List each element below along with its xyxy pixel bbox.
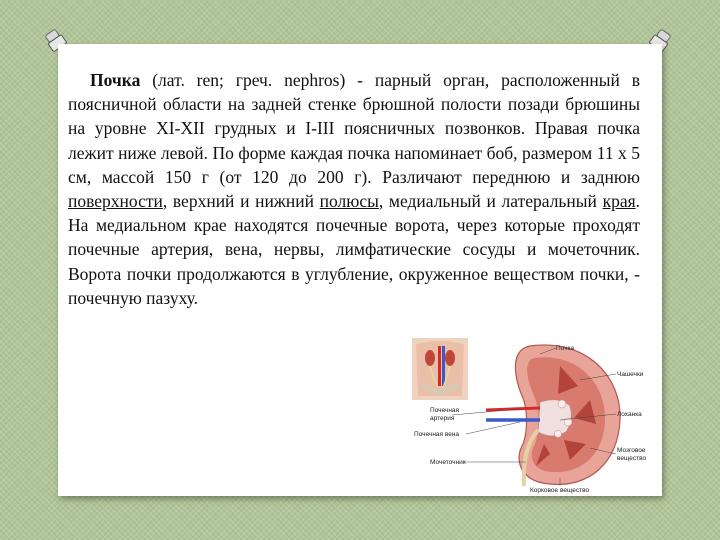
link-edge[interactable]: края (602, 191, 636, 212)
slide-card (58, 44, 662, 496)
tail-text: . На медиальном крае находятся почечные ворота, через которые проходят почечные артерия, вена, нервы, лимфатические сосуды и мочеточник. Ворота почки продолжаются в углубление, окруженное веществом почки, - почечную пазуху. (68, 191, 641, 308)
label-vein: Почечная вена (414, 431, 460, 438)
lead-term: Почка (90, 70, 141, 90)
label-artery-2: артерия (430, 415, 455, 422)
mid-text-1: , верхний и нижний (162, 191, 314, 212)
torso-inset-image (412, 338, 468, 400)
label-kidney: Почка (556, 345, 575, 352)
link-poles[interactable]: полюсы (319, 191, 379, 212)
body-paragraph (68, 68, 640, 310)
label-medulla-2: вещество (617, 455, 647, 462)
label-artery-1: Почечная (430, 407, 460, 414)
label-medulla-1: Мозговое (617, 447, 646, 454)
link-surfaces[interactable]: поверхности (68, 191, 163, 212)
label-calyces: Чашечки (617, 371, 644, 378)
intro-text: (лат. ren; греч. nephros) - парный орган, расположенный в поясничной области на задней стенке брюшной полости позади брюшины на уровне XI-XII грудных и I-III поясничных позвонков. Правая почка лежит ниже левой. По форме каждая почка напоминает боб, размером 11 х 5 см, массой 150 г (от 120 до 200 г). Различают переднюю и заднюю (68, 70, 640, 187)
kidney-anatomy-figure (410, 336, 662, 494)
label-ureter: Мочеточник (430, 459, 466, 466)
mid-text-2: , медиальный и латеральный (378, 191, 597, 212)
label-pelvis: Лоханка (617, 411, 642, 418)
label-cortex: Корковое вещество (530, 487, 590, 494)
